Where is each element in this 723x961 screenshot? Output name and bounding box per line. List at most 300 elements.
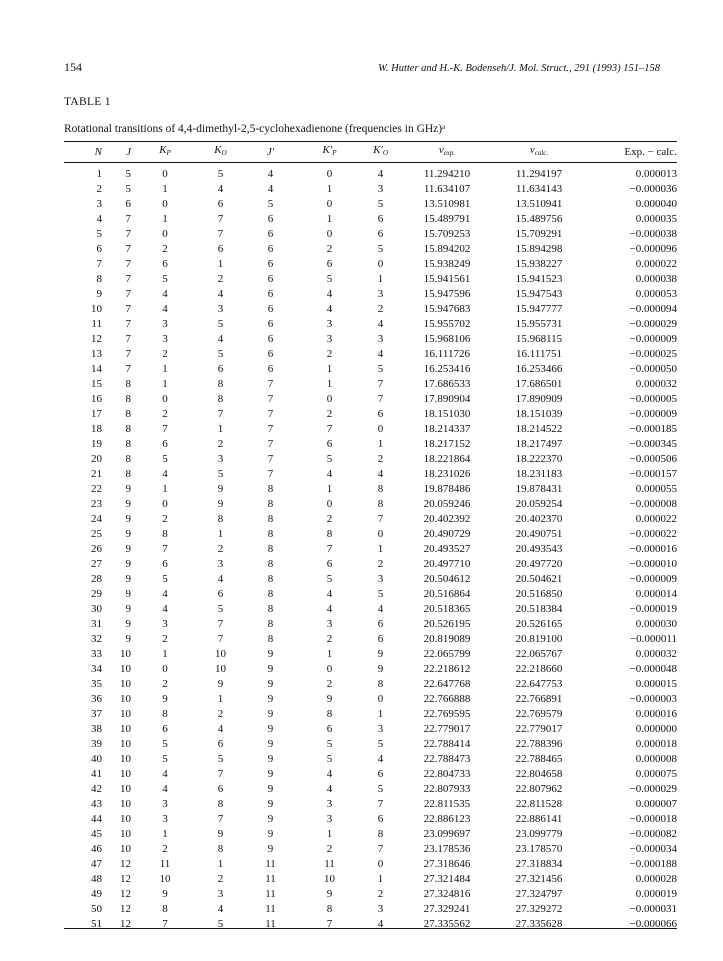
table-cell: 9 xyxy=(267,783,274,795)
table-cell: 2 xyxy=(326,513,333,525)
table-cell: 6 xyxy=(217,198,224,210)
table-cell: 7 xyxy=(125,228,131,240)
table-row xyxy=(64,242,677,257)
table-cell: −0.000010 xyxy=(629,558,677,570)
table-cell: 9 xyxy=(125,573,131,585)
column-header xyxy=(299,143,360,161)
column-header xyxy=(585,143,677,161)
table-cell: 32 xyxy=(91,633,102,645)
table-cell: 3 xyxy=(217,558,224,570)
table-row xyxy=(64,497,677,512)
table-cell: −0.000025 xyxy=(629,348,677,360)
table-cell: 22.804658 xyxy=(515,768,563,780)
table-row xyxy=(64,527,677,542)
table-cell: 27.329241 xyxy=(423,903,471,915)
table-cell: 6 xyxy=(267,273,274,285)
table-cell: 8 xyxy=(377,498,384,510)
table-cell: 10 xyxy=(120,693,131,705)
table-cell: 13.510981 xyxy=(423,198,471,210)
table-cell: 9 xyxy=(267,648,274,660)
table-cell: 2 xyxy=(162,843,168,855)
table-cell: 11 xyxy=(265,888,276,900)
table-cell: 11 xyxy=(265,873,276,885)
table-cell: 4 xyxy=(162,768,168,780)
column-header-subscript: P xyxy=(166,149,171,157)
table-cell: 7 xyxy=(217,813,224,825)
table-body xyxy=(64,167,677,932)
table-cell: 5 xyxy=(125,183,131,195)
table-cell: 1 xyxy=(217,858,224,870)
table-cell: 22.886141 xyxy=(515,813,563,825)
table-cell: 22.788473 xyxy=(423,753,471,765)
table-cell: 3 xyxy=(162,798,168,810)
table-cell: 6 xyxy=(267,228,274,240)
table-cell: 0 xyxy=(377,858,384,870)
table-cell: 17.890904 xyxy=(423,393,471,405)
table-cell: 9 xyxy=(267,798,274,810)
table-row xyxy=(64,722,677,737)
table-cell: 1 xyxy=(162,828,168,840)
table-cell: 20.490729 xyxy=(423,528,471,540)
table-cell: 5 xyxy=(217,348,224,360)
table-row xyxy=(64,347,677,362)
column-header-text: K xyxy=(214,144,222,156)
table-cell: 2 xyxy=(217,708,224,720)
column-header-text: J′ xyxy=(266,145,275,158)
table-cell: 18.214337 xyxy=(423,423,471,435)
table-cell: 17 xyxy=(91,408,102,420)
table-cell: 23.099697 xyxy=(423,828,471,840)
column-header-subscript: P xyxy=(332,149,337,157)
table-row xyxy=(64,752,677,767)
table-cell: 10 xyxy=(120,828,131,840)
table-cell: 47 xyxy=(91,858,102,870)
table-cell: 0.000018 xyxy=(635,738,677,750)
table-cell: 27.318834 xyxy=(515,858,563,870)
table-cell: 5 xyxy=(326,273,333,285)
table-cell: −0.000029 xyxy=(629,318,677,330)
table-cell: 22.779017 xyxy=(423,723,471,735)
table-cell: 7 xyxy=(377,798,384,810)
table-cell: 17.686533 xyxy=(423,378,471,390)
table-cell: 4 xyxy=(162,588,168,600)
table-row xyxy=(64,302,677,317)
table-row xyxy=(64,602,677,617)
table-cell: 5 xyxy=(267,198,274,210)
table-cell: 3 xyxy=(326,813,333,825)
table-cell: 3 xyxy=(326,318,333,330)
table-cell: 22.065767 xyxy=(515,648,563,660)
table-cell: 8 xyxy=(267,573,274,585)
table-cell: 20.819100 xyxy=(515,633,563,645)
table-cell: 0 xyxy=(162,393,168,405)
column-header xyxy=(493,143,585,161)
table-cell: 5 xyxy=(162,453,168,465)
table-cell: 0.000014 xyxy=(635,588,677,600)
table-cell: 3 xyxy=(377,903,384,915)
table-cell: 9 xyxy=(125,558,131,570)
table-cell: 6 xyxy=(267,213,274,225)
table-cell: 6 xyxy=(267,318,274,330)
table-cell: 0 xyxy=(162,168,168,180)
table-cell: 9 xyxy=(125,498,131,510)
table-cell: 0.000055 xyxy=(635,483,677,495)
table-cell: 2 xyxy=(326,843,333,855)
table-cell: 22 xyxy=(91,483,102,495)
table-cell: 5 xyxy=(96,228,102,240)
table-cell: 20.516850 xyxy=(515,588,563,600)
table-cell: 23.178536 xyxy=(423,843,471,855)
table-cell: 0 xyxy=(162,663,168,675)
table-cell: 0 xyxy=(326,228,333,240)
column-header-text: Exp. − calc. xyxy=(624,145,677,158)
table-cell: 10 xyxy=(120,738,131,750)
column-header-text: N xyxy=(94,145,102,158)
table-cell: 27.321456 xyxy=(515,873,563,885)
table-cell: 8 xyxy=(267,543,274,555)
table-cell: −0.000022 xyxy=(629,528,677,540)
column-header-text: K′ xyxy=(322,144,333,156)
table-cell: 8 xyxy=(217,393,224,405)
table-cell: −0.000036 xyxy=(629,183,677,195)
table-cell: 3 xyxy=(162,318,168,330)
table-cell: 10 xyxy=(120,783,131,795)
table-cell: 5 xyxy=(162,753,168,765)
table-cell: 4 xyxy=(377,468,384,480)
table-cell: 9 xyxy=(267,663,274,675)
table-cell: 7 xyxy=(96,258,102,270)
table-cell: 7 xyxy=(267,393,274,405)
table-cell: 18.217152 xyxy=(423,438,471,450)
table-cell: 0.000022 xyxy=(635,258,677,270)
table-cell: 7 xyxy=(217,768,224,780)
table-cell: 10 xyxy=(215,663,226,675)
table-cell: 11.634143 xyxy=(515,183,563,195)
table-cell: 3 xyxy=(162,618,168,630)
table-cell: 8 xyxy=(125,393,131,405)
table-cell: 22.065799 xyxy=(423,648,471,660)
table-cell: 2 xyxy=(326,633,333,645)
table-row xyxy=(64,197,677,212)
table-cell: 0 xyxy=(377,693,384,705)
table-row xyxy=(64,557,677,572)
table-cell: 10 xyxy=(120,678,131,690)
table-cell: 5 xyxy=(326,573,333,585)
table-cell: 15.947683 xyxy=(423,303,471,315)
table-cell: 1 xyxy=(326,828,333,840)
table-cell: 0.000000 xyxy=(635,723,677,735)
table-cell: 1 xyxy=(326,183,333,195)
table-cell: 1 xyxy=(162,378,168,390)
table-cell: 15.894298 xyxy=(515,243,563,255)
table-cell: 19 xyxy=(91,438,102,450)
table-cell: 8 xyxy=(267,513,274,525)
table-cell: 0.000019 xyxy=(635,888,677,900)
table-cell: 1 xyxy=(217,528,224,540)
table-cell: 12 xyxy=(91,333,102,345)
table-cell: 1 xyxy=(162,213,168,225)
table-cell: 0.000053 xyxy=(635,288,677,300)
table-cell: 7 xyxy=(217,228,224,240)
table-cell: 4 xyxy=(162,468,168,480)
table-cell: 6 xyxy=(326,438,333,450)
table-cell: 15.894202 xyxy=(423,243,471,255)
table-cell: 2 xyxy=(96,183,102,195)
table-cell: 5 xyxy=(217,603,224,615)
table-row xyxy=(64,917,677,932)
table-cell: 0 xyxy=(162,498,168,510)
table-cell: 27.329272 xyxy=(515,903,563,915)
table-cell: 0.000030 xyxy=(635,618,677,630)
table-cell: 9 xyxy=(267,753,274,765)
table-cell: 20.526165 xyxy=(515,618,563,630)
table-cell: 5 xyxy=(326,753,333,765)
table-cell: 8 xyxy=(326,903,333,915)
table-row xyxy=(64,422,677,437)
table-cell: 8 xyxy=(217,843,224,855)
data-table xyxy=(64,167,677,932)
table-cell: 9 xyxy=(377,648,384,660)
table-cell: 9 xyxy=(267,678,274,690)
table-cell: 15.938249 xyxy=(423,258,471,270)
table-cell: 10 xyxy=(120,708,131,720)
table-cell: 8 xyxy=(377,678,384,690)
table-cell: 1 xyxy=(377,708,384,720)
column-header xyxy=(64,143,102,161)
table-row xyxy=(64,857,677,872)
table-cell: −0.000019 xyxy=(629,603,677,615)
table-cell: 15.947777 xyxy=(515,303,563,315)
table-cell: 6 xyxy=(377,633,384,645)
table-cell: 4 xyxy=(217,288,224,300)
table-cell: 6 xyxy=(326,558,333,570)
table-cell: 3 xyxy=(377,288,384,300)
table-cell: 50 xyxy=(91,903,102,915)
table-cell: 15.941523 xyxy=(515,273,563,285)
table-cell: 22.807962 xyxy=(515,783,563,795)
table-cell: 7 xyxy=(267,453,274,465)
table-cell: 22.811535 xyxy=(423,798,471,810)
table-cell: 9 xyxy=(96,288,102,300)
table-cell: 6 xyxy=(267,258,274,270)
table-cell: 8 xyxy=(377,483,384,495)
table-cell: 22.779017 xyxy=(515,723,563,735)
table-cell: 8 xyxy=(125,453,131,465)
table-cell: 26 xyxy=(91,543,102,555)
table-cell: 4 xyxy=(377,318,384,330)
table-label: TABLE 1 xyxy=(64,96,111,108)
table-cell: 20.490751 xyxy=(515,528,563,540)
table-cell: 9 xyxy=(125,588,131,600)
table-cell: 9 xyxy=(267,828,274,840)
table-cell: 12 xyxy=(120,873,131,885)
table-cell: 22.788414 xyxy=(423,738,471,750)
table-row xyxy=(64,392,677,407)
column-header-subscript: O xyxy=(382,149,388,157)
table-cell: 20.504621 xyxy=(515,573,563,585)
table-cell: 9 xyxy=(125,528,131,540)
table-cell: 0.000015 xyxy=(635,678,677,690)
table-cell: 9 xyxy=(267,708,274,720)
table-cell: 18.231183 xyxy=(515,468,563,480)
table-cell: 4 xyxy=(326,603,333,615)
table-cell: −0.000009 xyxy=(629,333,677,345)
table-cell: 8 xyxy=(217,378,224,390)
table-cell: 6 xyxy=(217,588,224,600)
table-cell: 4 xyxy=(162,303,168,315)
table-cell: 22.218612 xyxy=(423,663,471,675)
table-cell: 10 xyxy=(120,768,131,780)
table-cell: −0.000005 xyxy=(629,393,677,405)
table-cell: 10 xyxy=(324,873,335,885)
table-cell: 3 xyxy=(326,798,333,810)
table-row xyxy=(64,407,677,422)
header-row xyxy=(64,143,677,161)
table-cell: 20.497710 xyxy=(423,558,471,570)
table-cell: 0.000008 xyxy=(635,753,677,765)
table-row xyxy=(64,887,677,902)
table-cell: −0.000050 xyxy=(629,363,677,375)
table-cell: −0.000018 xyxy=(629,813,677,825)
table-cell: −0.000009 xyxy=(629,573,677,585)
table-cell: 1 xyxy=(377,543,384,555)
table-cell: 16.111751 xyxy=(516,348,562,360)
table-cell: 3 xyxy=(217,888,224,900)
table-cell: 1 xyxy=(162,483,168,495)
table-cell: 20.059246 xyxy=(423,498,471,510)
table-cell: −0.000038 xyxy=(629,228,677,240)
table-cell: 2 xyxy=(326,243,333,255)
table-cell: 6 xyxy=(162,723,168,735)
table-cell: 20.526195 xyxy=(423,618,471,630)
table-cell: 0.000038 xyxy=(635,273,677,285)
table-row xyxy=(64,872,677,887)
table-cell: 2 xyxy=(377,558,384,570)
table-cell: 27.324816 xyxy=(423,888,471,900)
table-cell: 34 xyxy=(91,663,102,675)
table-cell: 10 xyxy=(120,843,131,855)
table-cell: 12 xyxy=(120,918,131,930)
column-header xyxy=(401,143,493,161)
table-cell: 6 xyxy=(326,258,333,270)
table-cell: 22.769595 xyxy=(423,708,471,720)
table-cell: 8 xyxy=(125,408,131,420)
table-cell: 8 xyxy=(267,498,274,510)
table-row xyxy=(64,437,677,452)
table-cell: 23.099779 xyxy=(515,828,563,840)
table-cell: 18.221864 xyxy=(423,453,471,465)
table-cell: 11.294197 xyxy=(515,168,563,180)
table-cell: 9 xyxy=(377,663,384,675)
table-cell: 10 xyxy=(120,813,131,825)
table-cell: 20.402370 xyxy=(515,513,563,525)
table-cell: 4 xyxy=(377,348,384,360)
table-cell: −0.000008 xyxy=(629,498,677,510)
table-cell: −0.000031 xyxy=(629,903,677,915)
table-cell: 18.222370 xyxy=(515,453,563,465)
column-header xyxy=(131,143,199,161)
table-cell: 4 xyxy=(377,753,384,765)
table-cell: 20.059254 xyxy=(515,498,563,510)
table-cell: 51 xyxy=(91,918,102,930)
table-cell: −0.000188 xyxy=(629,858,677,870)
table-cell: 4 xyxy=(326,303,333,315)
table-cell: 27.335628 xyxy=(515,918,563,930)
table-cell: 7 xyxy=(267,423,274,435)
table-cell: 6 xyxy=(377,228,384,240)
table-cell: 15.947543 xyxy=(515,288,563,300)
table-cell: 15.938227 xyxy=(515,258,563,270)
table-cell: 9 xyxy=(125,618,131,630)
table-cell: 6 xyxy=(267,363,274,375)
table-cell: 4 xyxy=(217,723,224,735)
table-cell: 18.214522 xyxy=(515,423,563,435)
table-cell: 7 xyxy=(377,513,384,525)
table-cell: 7 xyxy=(377,843,384,855)
table-cell: 8 xyxy=(326,708,333,720)
table-cell: 19.878486 xyxy=(423,483,471,495)
table-row xyxy=(64,617,677,632)
table-row xyxy=(64,332,677,347)
table-cell: 20 xyxy=(91,453,102,465)
table-cell: 11 xyxy=(324,858,335,870)
table-cell: 0.000032 xyxy=(635,378,677,390)
table-cell: 7 xyxy=(267,438,274,450)
table-cell: 22.766888 xyxy=(423,693,471,705)
table-cell: 7 xyxy=(125,258,131,270)
table-cell: −0.000506 xyxy=(629,453,677,465)
table-cell: 9 xyxy=(125,603,131,615)
table-cell: 5 xyxy=(162,573,168,585)
table-cell: 20.493543 xyxy=(515,543,563,555)
table-cell: 2 xyxy=(217,543,224,555)
table-cell: 3 xyxy=(217,303,224,315)
table-row xyxy=(64,362,677,377)
table-cell: 9 xyxy=(267,768,274,780)
table-cell: 15.947596 xyxy=(423,288,471,300)
table-row xyxy=(64,767,677,782)
table-cell: 22.886123 xyxy=(423,813,471,825)
table-cell: 20.504612 xyxy=(423,573,471,585)
table-cell: 2 xyxy=(162,678,168,690)
table-row xyxy=(64,182,677,197)
table-cell: 0 xyxy=(326,198,333,210)
column-header xyxy=(102,143,131,161)
table-cell: 8 xyxy=(162,708,168,720)
table-cell: 1 xyxy=(162,183,168,195)
table-cell: 22.804733 xyxy=(423,768,471,780)
table-cell: 20.516864 xyxy=(423,588,471,600)
table-cell: 0 xyxy=(326,393,333,405)
table-cell: 6 xyxy=(377,813,384,825)
table-cell: 11 xyxy=(91,318,102,330)
table-cell: 1 xyxy=(217,258,224,270)
table-cell: 5 xyxy=(125,168,131,180)
table-cell: 46 xyxy=(91,843,102,855)
table-cell: 1 xyxy=(162,648,168,660)
column-header-text: ν xyxy=(529,144,535,156)
table-cell: 9 xyxy=(326,888,333,900)
table-cell: 8 xyxy=(125,468,131,480)
table-cell: 27.335562 xyxy=(423,918,471,930)
table-cell: 2 xyxy=(326,678,333,690)
table-cell: 19.878431 xyxy=(515,483,563,495)
table-top-rule xyxy=(64,141,677,142)
table-cell: 7 xyxy=(125,213,131,225)
table-cell: 8 xyxy=(267,603,274,615)
table-cell: 2 xyxy=(377,888,384,900)
table-cell: 0 xyxy=(162,228,168,240)
